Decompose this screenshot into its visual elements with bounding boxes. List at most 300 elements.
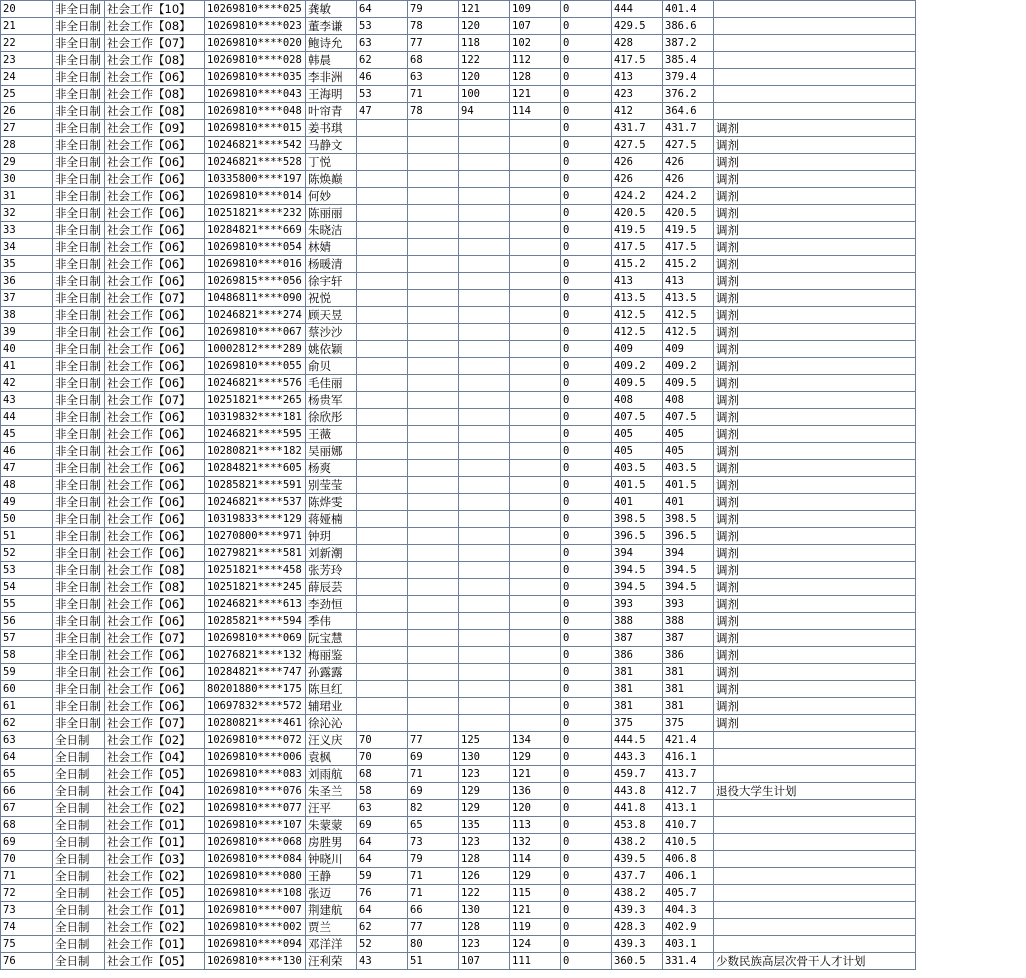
remark-cell	[714, 885, 916, 902]
score-politics-cell: 64	[357, 851, 408, 868]
remark-cell	[714, 732, 916, 749]
bonus-points-cell: 0	[561, 307, 612, 324]
program-direction-cell: 社会工作【08】	[105, 52, 205, 69]
score-politics-cell	[357, 171, 408, 188]
candidate-id-cell: 10335800****197	[205, 171, 306, 188]
score-english-cell: 73	[408, 834, 459, 851]
study-mode-cell: 非全日制	[53, 681, 105, 698]
candidate-name-cell: 钟玥	[306, 528, 357, 545]
study-mode-cell: 非全日制	[53, 239, 105, 256]
study-mode-cell: 非全日制	[53, 664, 105, 681]
candidate-name-cell: 钟晓川	[306, 851, 357, 868]
remark-cell	[714, 868, 916, 885]
preliminary-total-cell: 413.5	[612, 290, 663, 307]
candidate-name-cell: 辅珺业	[306, 698, 357, 715]
candidate-id-cell: 10269810****025	[205, 1, 306, 18]
score-subject-1-cell: 125	[459, 732, 510, 749]
score-english-cell: 77	[408, 919, 459, 936]
score-subject-1-cell	[459, 528, 510, 545]
score-politics-cell	[357, 698, 408, 715]
score-subject-1-cell	[459, 443, 510, 460]
program-direction-cell: 社会工作【06】	[105, 171, 205, 188]
candidate-name-cell: 马静文	[306, 137, 357, 154]
score-subject-2-cell	[510, 426, 561, 443]
score-politics-cell: 63	[357, 35, 408, 52]
weighted-total-cell: 413	[663, 273, 714, 290]
preliminary-total-cell: 444.5	[612, 732, 663, 749]
score-english-cell	[408, 239, 459, 256]
candidate-name-cell: 朱晓洁	[306, 222, 357, 239]
candidate-name-cell: 荆建航	[306, 902, 357, 919]
candidate-name-cell: 朱蒙蒙	[306, 817, 357, 834]
candidate-id-cell: 10270800****971	[205, 528, 306, 545]
bonus-points-cell: 0	[561, 103, 612, 120]
candidate-name-cell: 陈旦红	[306, 681, 357, 698]
table-row	[1, 460, 916, 477]
score-politics-cell	[357, 647, 408, 664]
candidate-id-cell: 10269810****020	[205, 35, 306, 52]
score-politics-cell	[357, 630, 408, 647]
candidate-id-cell: 10251821****265	[205, 392, 306, 409]
preliminary-total-cell: 412	[612, 103, 663, 120]
row-number-cell: 72	[1, 885, 53, 902]
score-subject-1-cell	[459, 358, 510, 375]
study-mode-cell: 非全日制	[53, 103, 105, 120]
study-mode-cell: 非全日制	[53, 1, 105, 18]
remark-cell: 少数民族高层次骨干人才计划	[714, 953, 916, 970]
score-english-cell	[408, 698, 459, 715]
preliminary-total-cell: 413	[612, 69, 663, 86]
table-row	[1, 188, 916, 205]
score-english-cell	[408, 222, 459, 239]
weighted-total-cell: 419.5	[663, 222, 714, 239]
remark-cell	[714, 86, 916, 103]
table-row	[1, 647, 916, 664]
preliminary-total-cell: 386	[612, 647, 663, 664]
program-direction-cell: 社会工作【08】	[105, 579, 205, 596]
score-subject-2-cell: 113	[510, 817, 561, 834]
table-row	[1, 783, 916, 800]
bonus-points-cell: 0	[561, 205, 612, 222]
table-row	[1, 375, 916, 392]
study-mode-cell: 非全日制	[53, 511, 105, 528]
study-mode-cell: 非全日制	[53, 392, 105, 409]
table-row	[1, 953, 916, 970]
program-direction-cell: 社会工作【06】	[105, 494, 205, 511]
study-mode-cell: 非全日制	[53, 307, 105, 324]
table-row	[1, 715, 916, 732]
score-english-cell	[408, 460, 459, 477]
row-number-cell: 46	[1, 443, 53, 460]
bonus-points-cell: 0	[561, 341, 612, 358]
row-number-cell: 38	[1, 307, 53, 324]
preliminary-total-cell: 412.5	[612, 324, 663, 341]
score-subject-1-cell: 129	[459, 783, 510, 800]
table-row	[1, 86, 916, 103]
study-mode-cell: 非全日制	[53, 341, 105, 358]
score-politics-cell	[357, 188, 408, 205]
weighted-total-cell: 381	[663, 664, 714, 681]
preliminary-total-cell: 444	[612, 1, 663, 18]
score-english-cell: 63	[408, 69, 459, 86]
bonus-points-cell: 0	[561, 562, 612, 579]
score-subject-1-cell	[459, 188, 510, 205]
bonus-points-cell: 0	[561, 494, 612, 511]
score-english-cell	[408, 256, 459, 273]
study-mode-cell: 全日制	[53, 817, 105, 834]
score-politics-cell: 63	[357, 800, 408, 817]
program-direction-cell: 社会工作【05】	[105, 953, 205, 970]
bonus-points-cell: 0	[561, 460, 612, 477]
score-subject-2-cell	[510, 324, 561, 341]
candidate-id-cell: 10246821****576	[205, 375, 306, 392]
weighted-total-cell: 409.2	[663, 358, 714, 375]
score-english-cell	[408, 307, 459, 324]
row-number-cell: 20	[1, 1, 53, 18]
program-direction-cell: 社会工作【06】	[105, 239, 205, 256]
weighted-total-cell: 431.7	[663, 120, 714, 137]
score-politics-cell: 52	[357, 936, 408, 953]
study-mode-cell: 非全日制	[53, 647, 105, 664]
score-english-cell: 71	[408, 885, 459, 902]
candidate-name-cell: 徐沁沁	[306, 715, 357, 732]
row-number-cell: 76	[1, 953, 53, 970]
preliminary-total-cell: 459.7	[612, 766, 663, 783]
program-direction-cell: 社会工作【08】	[105, 86, 205, 103]
score-english-cell: 68	[408, 52, 459, 69]
score-politics-cell	[357, 443, 408, 460]
bonus-points-cell: 0	[561, 239, 612, 256]
remark-cell: 调剂	[714, 630, 916, 647]
score-politics-cell	[357, 511, 408, 528]
candidate-name-cell: 汪平	[306, 800, 357, 817]
table-row	[1, 494, 916, 511]
score-politics-cell: 43	[357, 953, 408, 970]
bonus-points-cell: 0	[561, 936, 612, 953]
program-direction-cell: 社会工作【04】	[105, 749, 205, 766]
candidate-name-cell: 祝悦	[306, 290, 357, 307]
row-number-cell: 73	[1, 902, 53, 919]
program-direction-cell: 社会工作【06】	[105, 443, 205, 460]
program-direction-cell: 社会工作【06】	[105, 137, 205, 154]
remark-cell	[714, 1, 916, 18]
score-english-cell	[408, 273, 459, 290]
score-subject-2-cell	[510, 409, 561, 426]
candidate-name-cell: 李非洲	[306, 69, 357, 86]
program-direction-cell: 社会工作【07】	[105, 35, 205, 52]
score-subject-1-cell	[459, 120, 510, 137]
bonus-points-cell: 0	[561, 477, 612, 494]
candidate-id-cell: 10002812****289	[205, 341, 306, 358]
score-subject-2-cell	[510, 630, 561, 647]
study-mode-cell: 非全日制	[53, 562, 105, 579]
remark-cell	[714, 800, 916, 817]
bonus-points-cell: 0	[561, 222, 612, 239]
row-number-cell: 30	[1, 171, 53, 188]
candidate-id-cell: 10269810****076	[205, 783, 306, 800]
bonus-points-cell: 0	[561, 52, 612, 69]
study-mode-cell: 非全日制	[53, 18, 105, 35]
score-subject-1-cell	[459, 154, 510, 171]
study-mode-cell: 非全日制	[53, 460, 105, 477]
score-subject-2-cell	[510, 120, 561, 137]
score-politics-cell	[357, 545, 408, 562]
row-number-cell: 23	[1, 52, 53, 69]
candidate-name-cell: 杨贵军	[306, 392, 357, 409]
candidate-id-cell: 10284821****605	[205, 460, 306, 477]
study-mode-cell: 非全日制	[53, 35, 105, 52]
row-number-cell: 32	[1, 205, 53, 222]
bonus-points-cell: 0	[561, 749, 612, 766]
candidate-id-cell: 10280821****182	[205, 443, 306, 460]
row-number-cell: 53	[1, 562, 53, 579]
score-subject-1-cell: 94	[459, 103, 510, 120]
program-direction-cell: 社会工作【09】	[105, 120, 205, 137]
candidate-name-cell: 薛辰芸	[306, 579, 357, 596]
score-politics-cell	[357, 290, 408, 307]
row-number-cell: 75	[1, 936, 53, 953]
score-politics-cell: 64	[357, 902, 408, 919]
program-direction-cell: 社会工作【06】	[105, 375, 205, 392]
row-number-cell: 55	[1, 596, 53, 613]
remark-cell: 调剂	[714, 358, 916, 375]
row-number-cell: 48	[1, 477, 53, 494]
score-subject-1-cell: 130	[459, 902, 510, 919]
program-direction-cell: 社会工作【06】	[105, 647, 205, 664]
candidate-name-cell: 房胜男	[306, 834, 357, 851]
program-direction-cell: 社会工作【06】	[105, 545, 205, 562]
bonus-points-cell: 0	[561, 154, 612, 171]
preliminary-total-cell: 398.5	[612, 511, 663, 528]
candidate-id-cell: 10269810****015	[205, 120, 306, 137]
row-number-cell: 21	[1, 18, 53, 35]
candidate-id-cell: 80201880****175	[205, 681, 306, 698]
score-politics-cell	[357, 596, 408, 613]
candidate-name-cell: 龚敏	[306, 1, 357, 18]
table-row	[1, 817, 916, 834]
program-direction-cell: 社会工作【06】	[105, 69, 205, 86]
score-subject-2-cell	[510, 528, 561, 545]
preliminary-total-cell: 441.8	[612, 800, 663, 817]
remark-cell: 调剂	[714, 647, 916, 664]
row-number-cell: 52	[1, 545, 53, 562]
row-number-cell: 74	[1, 919, 53, 936]
candidate-name-cell: 张迈	[306, 885, 357, 902]
table-row	[1, 902, 916, 919]
score-subject-2-cell	[510, 137, 561, 154]
score-subject-1-cell: 123	[459, 834, 510, 851]
table-row	[1, 222, 916, 239]
score-politics-cell: 76	[357, 885, 408, 902]
score-subject-1-cell: 107	[459, 953, 510, 970]
candidate-id-cell: 10246821****528	[205, 154, 306, 171]
study-mode-cell: 全日制	[53, 766, 105, 783]
score-subject-2-cell	[510, 273, 561, 290]
score-subject-2-cell	[510, 596, 561, 613]
score-subject-2-cell	[510, 494, 561, 511]
score-subject-2-cell: 109	[510, 1, 561, 18]
row-number-cell: 29	[1, 154, 53, 171]
row-number-cell: 42	[1, 375, 53, 392]
table-row	[1, 766, 916, 783]
weighted-total-cell: 426	[663, 171, 714, 188]
table-row	[1, 290, 916, 307]
weighted-total-cell: 401.5	[663, 477, 714, 494]
score-politics-cell	[357, 681, 408, 698]
table-row	[1, 528, 916, 545]
table-row	[1, 681, 916, 698]
candidate-id-cell: 10269810****035	[205, 69, 306, 86]
weighted-total-cell: 412.7	[663, 783, 714, 800]
weighted-total-cell: 412.5	[663, 307, 714, 324]
preliminary-total-cell: 439.3	[612, 936, 663, 953]
score-subject-1-cell	[459, 596, 510, 613]
score-politics-cell	[357, 324, 408, 341]
score-english-cell	[408, 120, 459, 137]
score-subject-2-cell	[510, 698, 561, 715]
candidate-name-cell: 孙露露	[306, 664, 357, 681]
score-subject-1-cell: 130	[459, 749, 510, 766]
preliminary-total-cell: 408	[612, 392, 663, 409]
bonus-points-cell: 0	[561, 409, 612, 426]
score-subject-2-cell	[510, 392, 561, 409]
bonus-points-cell: 0	[561, 902, 612, 919]
score-english-cell: 71	[408, 86, 459, 103]
score-subject-1-cell	[459, 664, 510, 681]
score-subject-2-cell	[510, 171, 561, 188]
preliminary-total-cell: 387	[612, 630, 663, 647]
remark-cell: 调剂	[714, 205, 916, 222]
score-subject-1-cell: 128	[459, 851, 510, 868]
candidate-id-cell: 10269810****067	[205, 324, 306, 341]
study-mode-cell: 非全日制	[53, 596, 105, 613]
remark-cell: 调剂	[714, 596, 916, 613]
table-row	[1, 562, 916, 579]
score-subject-2-cell	[510, 375, 561, 392]
weighted-total-cell: 408	[663, 392, 714, 409]
preliminary-total-cell: 405	[612, 426, 663, 443]
candidate-name-cell: 叶帘青	[306, 103, 357, 120]
score-politics-cell: 70	[357, 749, 408, 766]
score-subject-1-cell	[459, 698, 510, 715]
preliminary-total-cell: 423	[612, 86, 663, 103]
score-subject-2-cell	[510, 511, 561, 528]
table-row	[1, 919, 916, 936]
bonus-points-cell: 0	[561, 528, 612, 545]
candidate-name-cell: 蒋娅楠	[306, 511, 357, 528]
study-mode-cell: 非全日制	[53, 477, 105, 494]
score-subject-1-cell	[459, 341, 510, 358]
bonus-points-cell: 0	[561, 919, 612, 936]
score-subject-2-cell: 132	[510, 834, 561, 851]
score-english-cell: 65	[408, 817, 459, 834]
weighted-total-cell: 406.8	[663, 851, 714, 868]
remark-cell: 调剂	[714, 307, 916, 324]
bonus-points-cell: 0	[561, 392, 612, 409]
table-row	[1, 885, 916, 902]
score-subject-1-cell	[459, 562, 510, 579]
bonus-points-cell: 0	[561, 1, 612, 18]
preliminary-total-cell: 419.5	[612, 222, 663, 239]
remark-cell: 退役大学生计划	[714, 783, 916, 800]
weighted-total-cell: 415.2	[663, 256, 714, 273]
study-mode-cell: 全日制	[53, 749, 105, 766]
study-mode-cell: 非全日制	[53, 613, 105, 630]
candidate-id-cell: 10251821****245	[205, 579, 306, 596]
preliminary-total-cell: 409	[612, 341, 663, 358]
study-mode-cell: 全日制	[53, 953, 105, 970]
candidate-name-cell: 韩晨	[306, 52, 357, 69]
remark-cell	[714, 919, 916, 936]
score-subject-2-cell: 102	[510, 35, 561, 52]
preliminary-total-cell: 407.5	[612, 409, 663, 426]
preliminary-total-cell: 403.5	[612, 460, 663, 477]
candidate-id-cell: 10269810****014	[205, 188, 306, 205]
weighted-total-cell: 403.1	[663, 936, 714, 953]
score-subject-2-cell: 136	[510, 783, 561, 800]
preliminary-total-cell: 409.5	[612, 375, 663, 392]
weighted-total-cell: 387	[663, 630, 714, 647]
score-subject-2-cell: 121	[510, 86, 561, 103]
score-subject-1-cell	[459, 256, 510, 273]
study-mode-cell: 非全日制	[53, 120, 105, 137]
candidate-id-cell: 10251821****458	[205, 562, 306, 579]
score-politics-cell	[357, 239, 408, 256]
table-row	[1, 205, 916, 222]
row-number-cell: 43	[1, 392, 53, 409]
weighted-total-cell: 412.5	[663, 324, 714, 341]
score-english-cell	[408, 494, 459, 511]
bonus-points-cell: 0	[561, 290, 612, 307]
preliminary-total-cell: 413	[612, 273, 663, 290]
program-direction-cell: 社会工作【07】	[105, 392, 205, 409]
program-direction-cell: 社会工作【06】	[105, 256, 205, 273]
program-direction-cell: 社会工作【06】	[105, 307, 205, 324]
row-number-cell: 24	[1, 69, 53, 86]
row-number-cell: 65	[1, 766, 53, 783]
remark-cell	[714, 103, 916, 120]
program-direction-cell: 社会工作【06】	[105, 511, 205, 528]
candidate-id-cell: 10269810****023	[205, 18, 306, 35]
bonus-points-cell: 0	[561, 885, 612, 902]
candidate-id-cell: 10280821****461	[205, 715, 306, 732]
score-english-cell: 82	[408, 800, 459, 817]
remark-cell	[714, 834, 916, 851]
candidate-name-cell: 刘雨航	[306, 766, 357, 783]
weighted-total-cell: 420.5	[663, 205, 714, 222]
weighted-total-cell: 401	[663, 494, 714, 511]
score-english-cell	[408, 171, 459, 188]
table-row	[1, 426, 916, 443]
table-row	[1, 732, 916, 749]
preliminary-total-cell: 431.7	[612, 120, 663, 137]
candidate-name-cell: 阮宝慧	[306, 630, 357, 647]
remark-cell	[714, 69, 916, 86]
weighted-total-cell: 331.4	[663, 953, 714, 970]
score-english-cell	[408, 358, 459, 375]
row-number-cell: 39	[1, 324, 53, 341]
row-number-cell: 59	[1, 664, 53, 681]
table-row	[1, 545, 916, 562]
bonus-points-cell: 0	[561, 256, 612, 273]
score-subject-1-cell: 123	[459, 766, 510, 783]
score-subject-2-cell: 124	[510, 936, 561, 953]
candidate-name-cell: 徐欣彤	[306, 409, 357, 426]
program-direction-cell: 社会工作【06】	[105, 341, 205, 358]
score-english-cell	[408, 324, 459, 341]
bonus-points-cell: 0	[561, 273, 612, 290]
score-english-cell: 66	[408, 902, 459, 919]
